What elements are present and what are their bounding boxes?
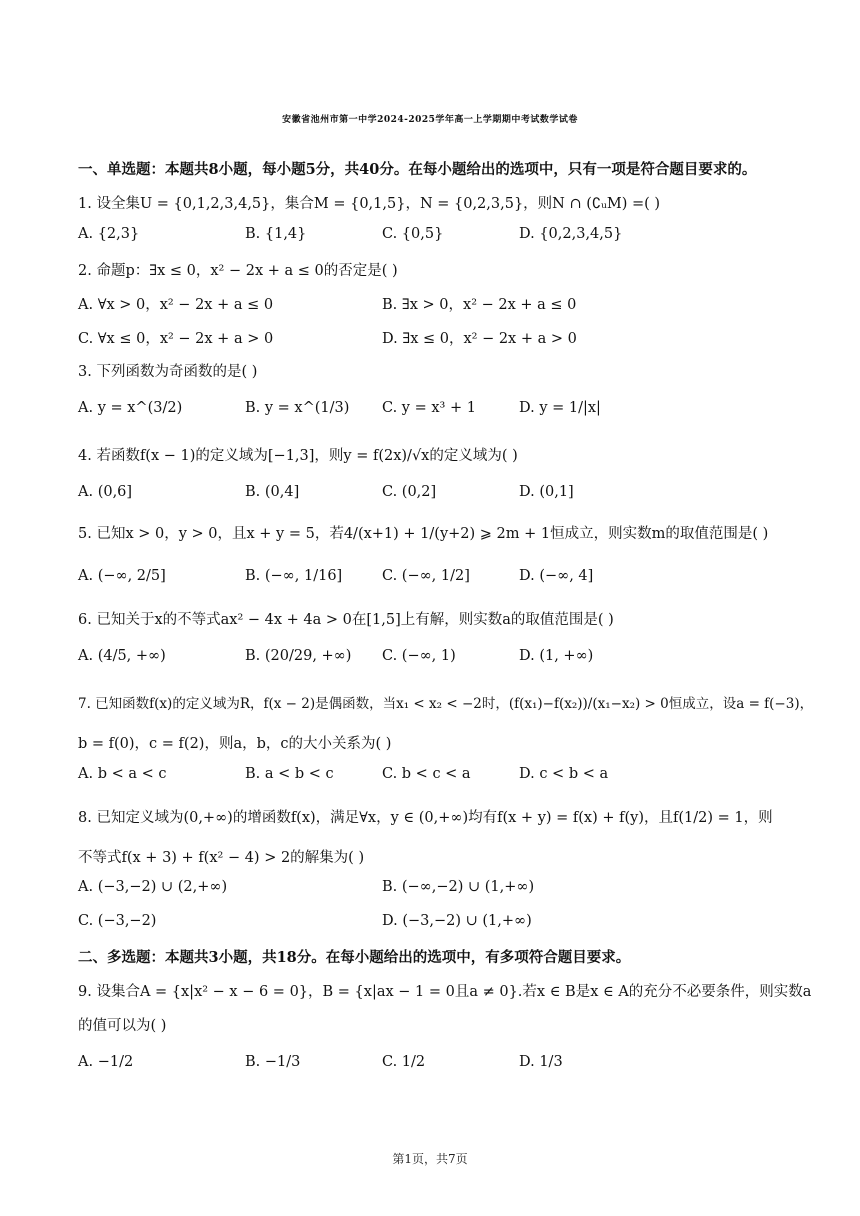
q4-option-d: D. (0,1]: [519, 484, 574, 500]
q3-option-d: D. y = 1/|x|: [519, 400, 601, 416]
q8-option-c: C. (−3,−2): [78, 913, 157, 929]
q2-option-c: C. ∀x ≤ 0，x² − 2x + a > 0: [78, 331, 274, 347]
question-8: 8. 已知定义域为(0,+∞)的增函数f(x)，满足∀x，y ∈ (0,+∞)均有f(x + y) = f(x) + f(y)，且f(1/2) = 1，则: [78, 810, 773, 826]
q5-option-d: D. (−∞, 4]: [519, 568, 594, 584]
question-9-cont: 的值可以为( ): [78, 1018, 167, 1034]
question-8-cont: 不等式f(x + 3) + f(x² − 4) > 2的解集为( ): [78, 850, 365, 866]
question-9: 9. 设集合A = {x|x² − x − 6 = 0}，B = {x|ax − 1 = 0且a ≠ 0}.若x ∈ B是x ∈ A的充分不必要条件，则实数a: [78, 984, 812, 1000]
q9-option-d: D. 1/3: [519, 1054, 563, 1070]
q7-option-d: D. c < b < a: [519, 766, 609, 782]
q5-option-c: C. (−∞, 1/2]: [382, 568, 470, 584]
section-single-choice: 一、单选题：本题共8小题，每小题5分，共40分。在每小题给出的选项中，只有一项是符合题目要求的。: [78, 161, 757, 178]
q6-option-b: B. (20/29, +∞): [245, 648, 352, 664]
q9-option-b: B. −1/3: [245, 1054, 301, 1070]
q5-option-b: B. (−∞, 1/16]: [245, 568, 343, 584]
q4-option-c: C. (0,2]: [382, 484, 437, 500]
question-2: 2. 命题p：∃x ≤ 0，x² − 2x + a ≤ 0的否定是( ): [78, 263, 398, 279]
q2-option-b: B. ∃x > 0，x² − 2x + a ≤ 0: [382, 297, 577, 313]
q6-option-a: A. (4/5, +∞): [78, 648, 166, 664]
q2-option-a: A. ∀x > 0，x² − 2x + a ≤ 0: [78, 297, 274, 313]
exam-title: 安徽省池州市第一中学2024-2025学年高一上学期期中考试数学试卷: [282, 115, 578, 125]
q8-option-b: B. (−∞,−2) ∪ (1,+∞): [382, 879, 535, 895]
q3-option-a: A. y = x^(3/2): [78, 400, 183, 416]
q6-option-d: D. (1, +∞): [519, 648, 594, 664]
q2-option-d: D. ∃x ≤ 0，x² − 2x + a > 0: [382, 331, 577, 347]
q1-option-b: B. {1,4}: [245, 226, 307, 242]
q3-option-b: B. y = x^(1/3): [245, 400, 350, 416]
question-7-cont: b = f(0)，c = f(2)，则a，b，c的大小关系为( ): [78, 736, 392, 752]
q7-option-c: C. b < c < a: [382, 766, 471, 782]
q5-option-a: A. (−∞, 2/5]: [78, 568, 166, 584]
q1-option-c: C. {0,5}: [382, 226, 444, 242]
q4-option-a: A. (0,6]: [78, 484, 133, 500]
question-4: 4. 若函数f(x − 1)的定义域为[−1,3]，则y = f(2x)/√x的定义域为( ): [78, 448, 518, 464]
q4-option-b: B. (0,4]: [245, 484, 300, 500]
q1-option-d: D. {0,2,3,4,5}: [519, 226, 623, 242]
q8-option-a: A. (−3,−2) ∪ (2,+∞): [78, 879, 228, 895]
q3-option-c: C. y = x³ + 1: [382, 400, 476, 416]
q7-option-b: B. a < b < c: [245, 766, 334, 782]
q9-option-c: C. 1/2: [382, 1054, 426, 1070]
q6-option-c: C. (−∞, 1): [382, 648, 456, 664]
q8-option-d: D. (−3,−2) ∪ (1,+∞): [382, 913, 532, 929]
question-5: 5. 已知x > 0，y > 0，且x + y = 5，若4/(x+1) + 1/(y+2) ⩾ 2m + 1恒成立，则实数m的取值范围是( ): [78, 526, 769, 542]
page-footer: 第1页，共7页: [392, 1152, 468, 1166]
question-6: 6. 已知关于x的不等式ax² − 4x + 4a > 0在[1,5]上有解，则实数a的取值范围是( ): [78, 612, 614, 628]
q9-option-a: A. −1/2: [78, 1054, 134, 1070]
question-3: 3. 下列函数为奇函数的是( ): [78, 364, 258, 380]
section-multiple-choice: 二、多选题：本题共3小题，共18分。在每小题给出的选项中，有多项符合题目要求。: [78, 949, 631, 966]
question-7: 7. 已知函数f(x)的定义域为R，f(x − 2)是偶函数，当x₁ < x₂ < −2时，(f(x₁)−f(x₂))/(x₁−x₂) > 0恒成立，设a = f(−3)，: [78, 696, 814, 712]
q7-option-a: A. b < a < c: [78, 766, 167, 782]
question-1: 1. 设全集U = {0,1,2,3,4,5}，集合M = {0,1,5}，N = {0,2,3,5}，则N ∩ (∁ᵤM) =( ): [78, 196, 661, 212]
q1-option-a: A. {2,3}: [78, 226, 140, 242]
